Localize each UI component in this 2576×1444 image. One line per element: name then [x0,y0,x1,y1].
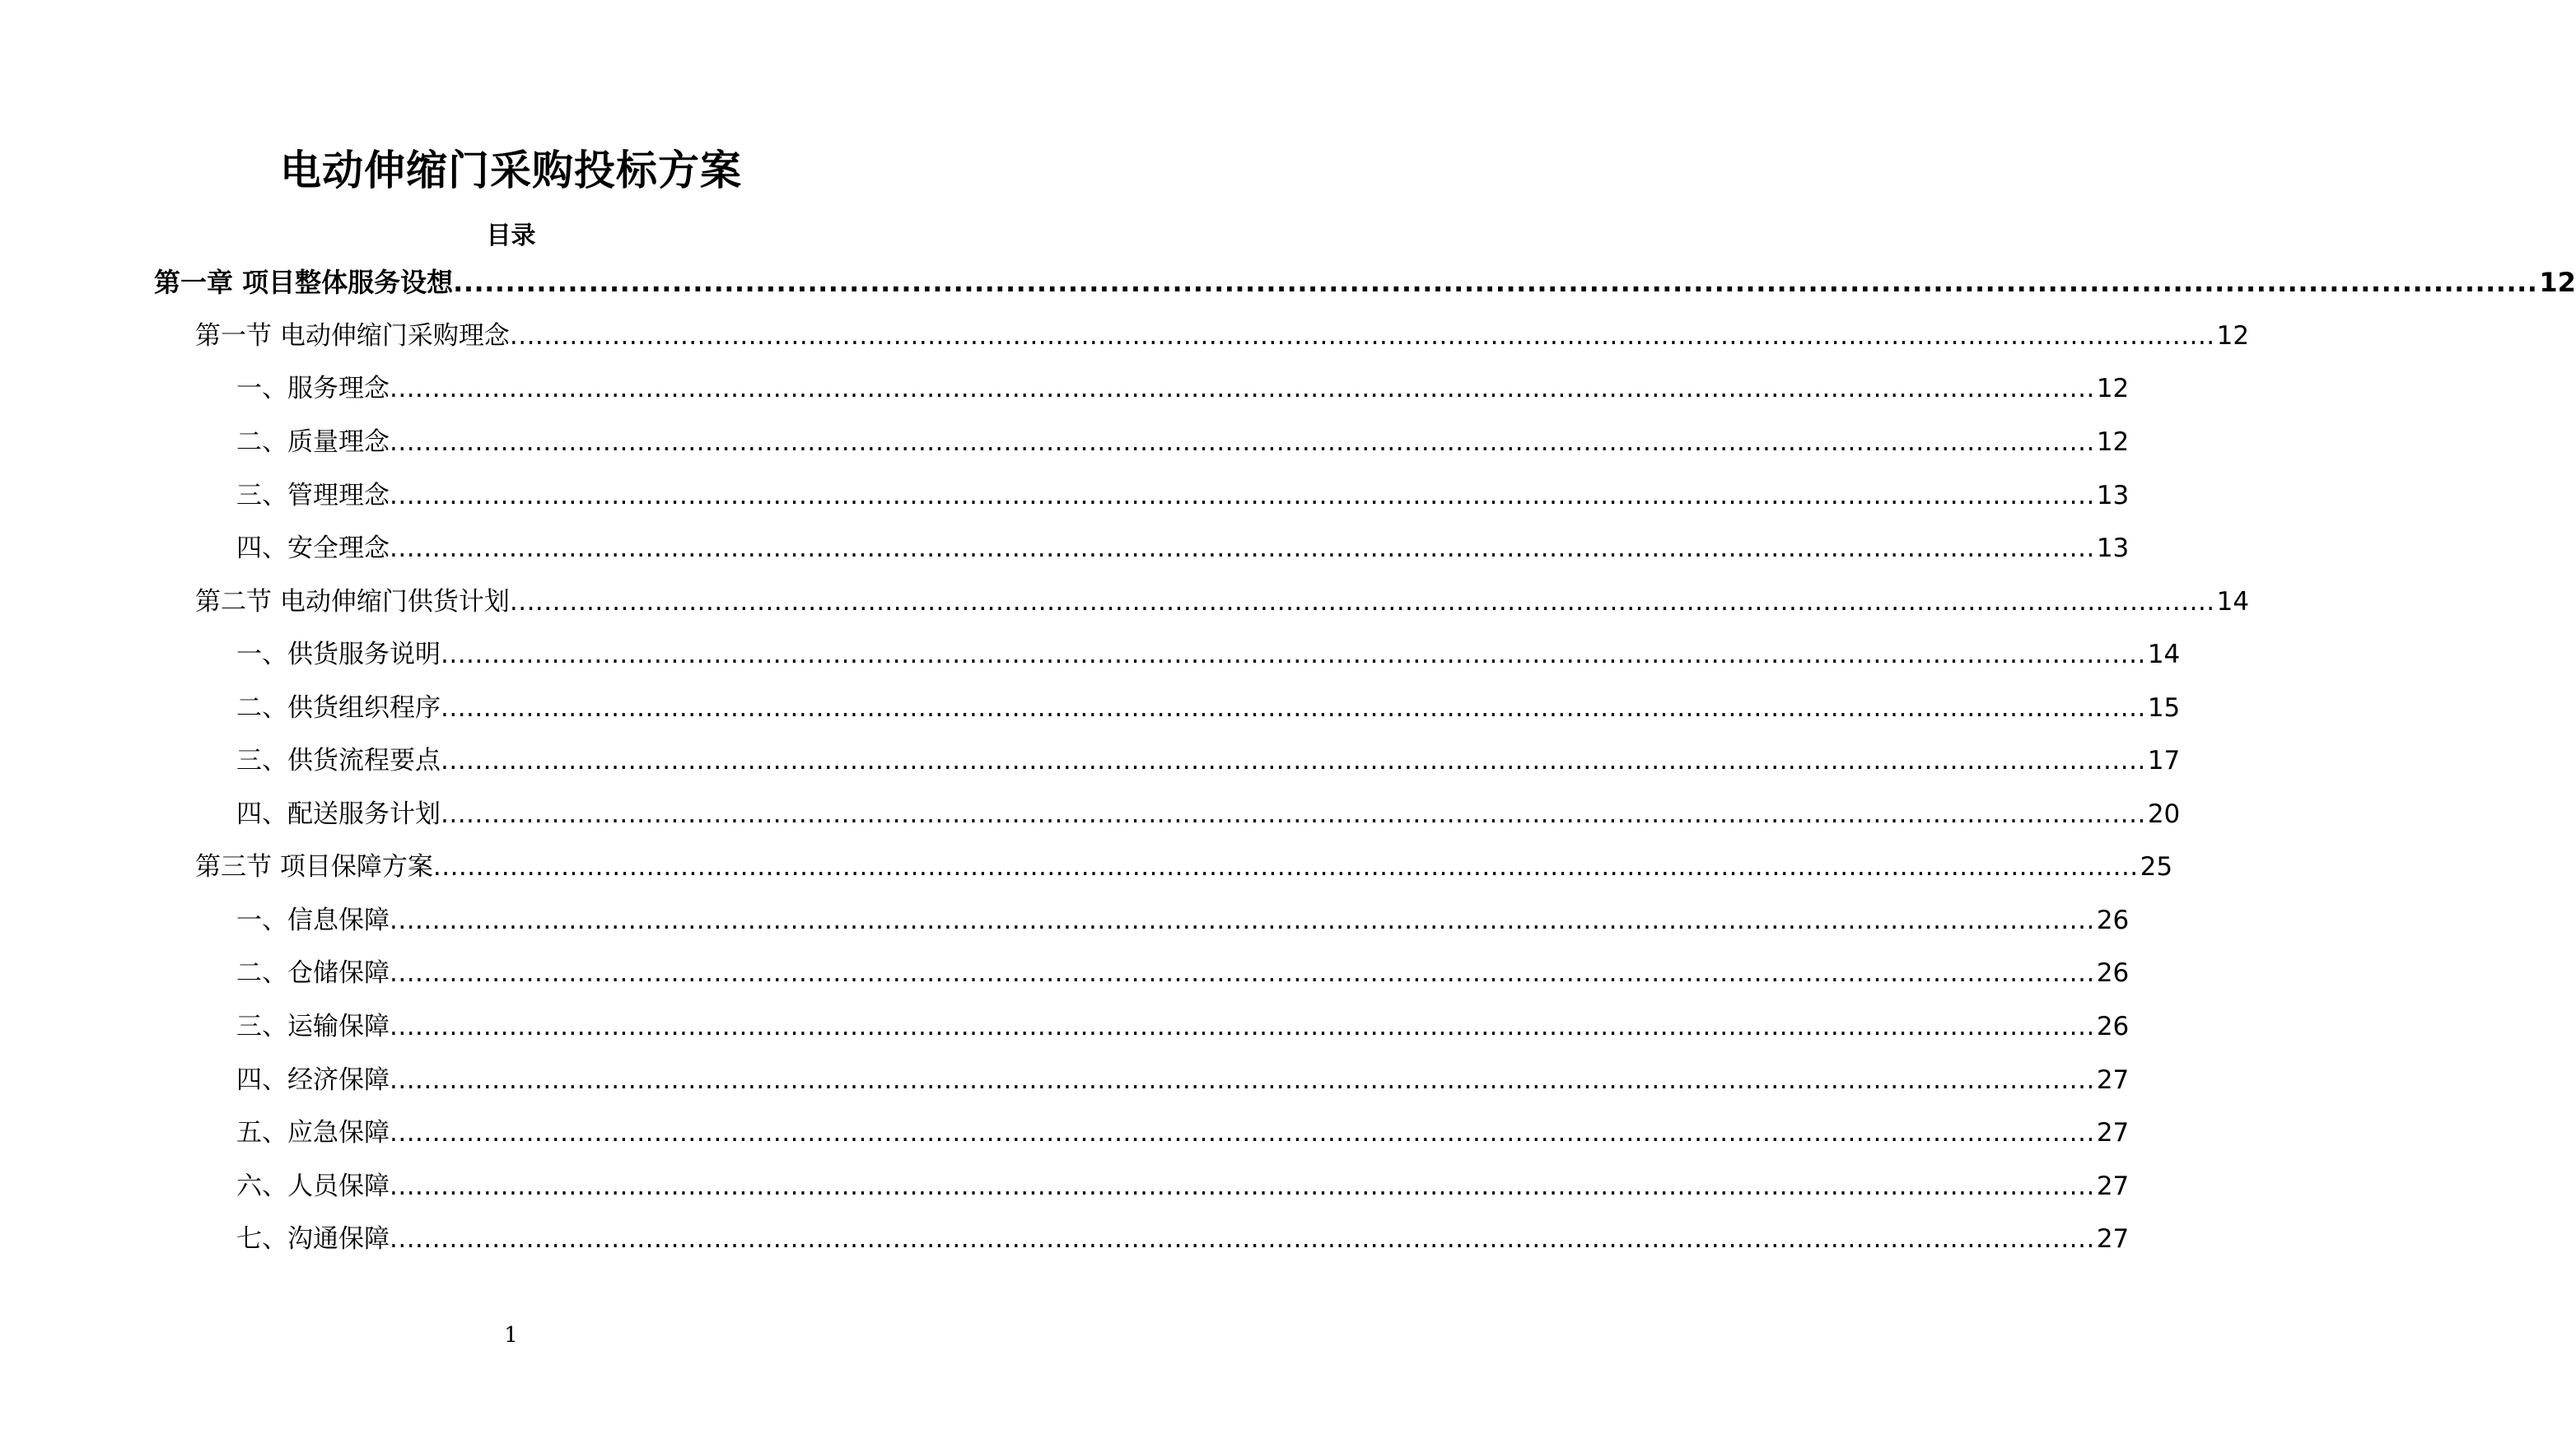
toc-entry-text: 六、人员保障 [236,1172,390,1201]
toc-entry-text: 四、安全理念 [236,533,390,563]
toc-entry-text: 第一章 项目整体服务设想 [154,267,454,298]
toc-leader-dots: ........................................................................................................................................................................................................ [441,746,2146,776]
document-title: 电动伸缩门采购投标方案 [280,147,742,194]
toc-entry-page: 27 [2096,1065,2130,1095]
toc-leader-dots: ........................................................................................................................................................................................................ [390,1065,2095,1095]
toc-leader-dots: ........................................................................................................................................................................................................ [390,533,2095,563]
toc-entry-text: 二、质量理念 [236,427,390,457]
toc-leader-dots: ........................................................................................................................................................................................................ [390,1118,2095,1148]
toc-entry-page: 17 [2147,746,2181,776]
toc-entry-page: 20 [2147,799,2181,829]
toc-leader-dots: ........................................................................................................................................................................................................ [390,374,2095,403]
toc-leader-dots: ........................................................................................................................................................................................................ [390,906,2095,935]
toc-leader-dots: ........................................................................................................................................................................................................ [390,1224,2095,1254]
toc-entry-page: 12 [2216,321,2250,351]
toc-entry-page: 27 [2096,1224,2130,1254]
toc-entry-item[interactable] [236,1167,2130,1205]
toc-entry-text: 一、供货服务说明 [236,640,441,669]
toc-entry-page: 27 [2096,1118,2130,1148]
toc-entry-item[interactable] [236,1220,2130,1258]
toc-entry-item[interactable] [236,370,2130,408]
toc-leader-dots: ........................................................................................................................................................................................................ [509,321,2215,351]
toc-entry-item[interactable] [236,1008,2130,1046]
toc-entry-page: 14 [2216,587,2250,617]
toc-entry-page: 26 [2096,1012,2130,1041]
toc-leader-dots: ........................................................................................................................................................................................................ [432,852,2139,882]
toc-entry-text: 第二节 电动伸缩门供货计划 [195,587,510,617]
toc-entry-text: 一、信息保障 [236,906,390,935]
toc-entry-item[interactable] [236,636,2181,673]
toc-entry-item[interactable] [236,742,2181,780]
toc-entry-page: 13 [2096,533,2130,563]
toc-entry-text: 二、供货组织程序 [236,693,441,723]
toc-entry-chapter-1[interactable] [154,263,2576,301]
toc-leader-dots: ........................................................................................................................................................................................................ [390,958,2095,988]
toc-entry-text: 一、服务理念 [236,374,390,403]
toc-entry-item[interactable] [236,689,2181,727]
toc-entry-text: 第一节 电动伸缩门采购理念 [195,321,510,351]
toc-entry-section-1[interactable] [195,317,2250,355]
toc-heading: 目录 [486,221,536,250]
toc-entry-text: 四、配送服务计划 [236,799,441,829]
toc-leader-dots: ........................................................................................................................................................................................................ [390,427,2095,457]
toc-entry-page: 14 [2147,640,2181,669]
toc-entry-page: 12 [2096,427,2130,457]
toc-entry-text: 三、供货流程要点 [236,746,441,776]
toc-entry-text: 七、沟通保障 [236,1224,390,1254]
toc-entry-text: 四、经济保障 [236,1065,390,1095]
toc-leader-dots: ........................................................................................................................................................................................................ [441,799,2146,829]
toc-entry-text: 五、应急保障 [236,1118,390,1148]
toc-entry-section-3[interactable] [195,848,2173,886]
toc-entry-item[interactable] [236,1114,2130,1152]
toc-leader-dots: ........................................................................................................................................................................................................ [390,481,2095,510]
toc-entry-text: 二、仓储保障 [236,958,390,988]
toc-entry-page: 26 [2096,958,2130,988]
toc-entry-text: 三、运输保障 [236,1012,390,1041]
page-number: 1 [504,1323,518,1348]
toc-entry-section-2[interactable] [195,583,2250,621]
toc-entry-text: 第三节 项目保障方案 [195,852,433,882]
toc-leader-dots: ........................................................................................................................................................................................................ [390,1012,2095,1041]
toc-entry-page: 15 [2147,693,2181,723]
toc-entry-item[interactable] [236,795,2181,833]
toc-entry-page: 27 [2096,1172,2130,1201]
toc-entry-item[interactable] [236,477,2130,515]
toc-leader-dots: ........................................................................................................................................................................................................ [453,267,2538,298]
toc-entry-item[interactable] [236,954,2130,992]
toc-entry-page: 12 [2539,267,2576,298]
toc-entry-item[interactable] [236,901,2130,939]
toc-entry-page: 26 [2096,906,2130,935]
toc-leader-dots: ........................................................................................................................................................................................................ [509,587,2215,617]
toc-entry-item[interactable] [236,1061,2130,1099]
toc-entry-item[interactable] [236,529,2130,567]
toc-entry-page: 12 [2096,374,2130,403]
toc-entry-item[interactable] [236,423,2130,461]
toc-entry-page: 13 [2096,481,2130,510]
toc-leader-dots: ........................................................................................................................................................................................................ [390,1172,2095,1201]
toc-entry-page: 25 [2140,852,2173,882]
toc-entry-text: 三、管理理念 [236,481,390,510]
toc-leader-dots: ........................................................................................................................................................................................................ [441,693,2146,723]
toc-leader-dots: ........................................................................................................................................................................................................ [441,640,2146,669]
